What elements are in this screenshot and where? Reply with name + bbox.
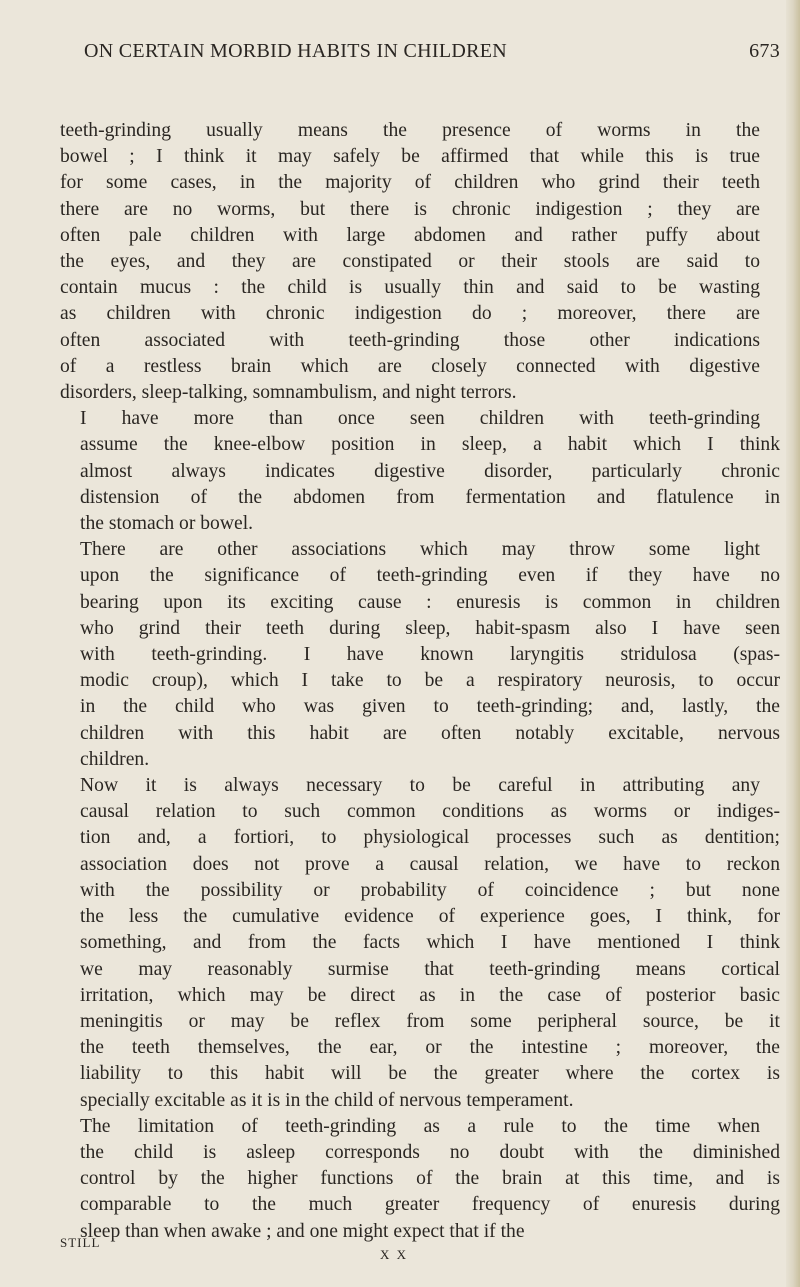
paragraph — [60, 406, 780, 537]
text-line: in the child who was given to teeth-grinding; and, lastly, the — [80, 696, 780, 718]
text-line: sleep than when awake ; and one might expect that if the — [80, 1220, 525, 1242]
text-line: liability to this habit will be the greater where the cortex is — [80, 1063, 780, 1085]
text-line: association does not prove a causal relation, we have to reckon — [80, 853, 780, 875]
body-text — [60, 118, 780, 1245]
text-line: irritation, which may be direct as in the case of posterior basic — [80, 984, 780, 1006]
text-line: causal relation to such common conditions as worms or indiges- — [80, 801, 780, 823]
text-line: as children with chronic indigestion do ; moreover, there are — [60, 303, 760, 325]
text-line: with the possibility or probability of coincidence ; but none — [80, 879, 780, 901]
signature-mark: STILL — [60, 1234, 101, 1250]
text-line: Now it is always necessary to be careful in attributing any — [80, 775, 760, 797]
text-line: the eyes, and they are constipated or their stools are said to — [60, 251, 760, 273]
paragraph — [60, 537, 780, 773]
text-line: children. — [80, 748, 150, 770]
text-line: specially excitable as it is in the child of nervous temperament. — [80, 1089, 574, 1111]
text-line: the child is asleep corresponds no doubt with the diminished — [80, 1141, 780, 1163]
text-line: the less the cumulative evidence of experience goes, I think, for — [80, 906, 780, 928]
sheet-mark: X X — [380, 1246, 409, 1262]
text-line: modic croup), which I take to be a respiratory neurosis, to occur — [80, 670, 780, 692]
paragraph — [60, 118, 770, 406]
page-number: 673 — [749, 40, 780, 62]
text-line: I have more than once seen children with teeth-grinding — [80, 408, 760, 430]
text-line: teeth-grinding usually means the presence of worms in the — [60, 120, 760, 141]
text-line: There are other associations which may throw some light — [80, 539, 760, 561]
text-line: contain mucus : the child is usually thin and said to be wasting — [60, 277, 760, 299]
text-line: tion and, a fortiori, to physiological processes such as dentition; — [80, 827, 780, 849]
text-line: for some cases, in the majority of children who grind their teeth — [60, 172, 760, 194]
text-line: upon the significance of teeth-grinding even if they have no — [80, 565, 780, 587]
text-line: children with this habit are often notably excitable, nervous — [80, 722, 780, 744]
text-line: disorders, sleep-talking, somnambulism, and night terrors. — [60, 382, 517, 404]
text-line: who grind their teeth during sleep, habit-spasm also I have seen — [80, 617, 780, 639]
page-edge — [786, 0, 800, 1287]
page-footer — [60, 1234, 770, 1273]
running-header — [60, 40, 780, 80]
text-line: the stomach or bowel. — [80, 513, 254, 535]
text-line: bowel ; I think it may safely be affirmed that while this is true — [60, 146, 760, 168]
text-line: bearing upon its exciting cause : enuresis is common in children — [80, 591, 780, 613]
text-line: distension of the abdomen from fermentation and flatulence in — [80, 486, 780, 508]
text-line: with teeth-grinding. I have known laryngitis stridulosa (spas- — [80, 644, 780, 666]
text-line: almost always indicates digestive disorder, particularly chronic — [80, 460, 780, 482]
text-line: we may reasonably surmise that teeth-grinding means cortical — [80, 958, 780, 980]
text-line: often associated with teeth-grinding those other indications — [60, 329, 760, 351]
text-line: comparable to the much greater frequency of enuresis during — [80, 1194, 780, 1216]
text-line: assume the knee-elbow position in sleep, a habit which I think — [80, 434, 780, 456]
paragraph — [60, 1114, 780, 1245]
book-page — [60, 40, 780, 1273]
text-line: the teeth themselves, the ear, or the intestine ; moreover, the — [80, 1037, 780, 1059]
paragraph — [60, 773, 780, 1114]
text-line: The limitation of teeth-grinding as a rule to the time when — [80, 1115, 760, 1137]
text-line: often pale children with large abdomen and rather puffy about — [60, 224, 760, 246]
text-line: something, and from the facts which I have mentioned I think — [80, 932, 780, 954]
running-title: ON CERTAIN MORBID HABITS IN CHILDREN — [84, 40, 507, 62]
text-line: there are no worms, but there is chronic indigestion ; they are — [60, 198, 760, 220]
text-line: of a restless brain which are closely connected with digestive — [60, 355, 760, 377]
text-line: control by the higher functions of the brain at this time, and is — [80, 1168, 780, 1190]
text-line: meningitis or may be reflex from some peripheral source, be it — [80, 1010, 780, 1032]
